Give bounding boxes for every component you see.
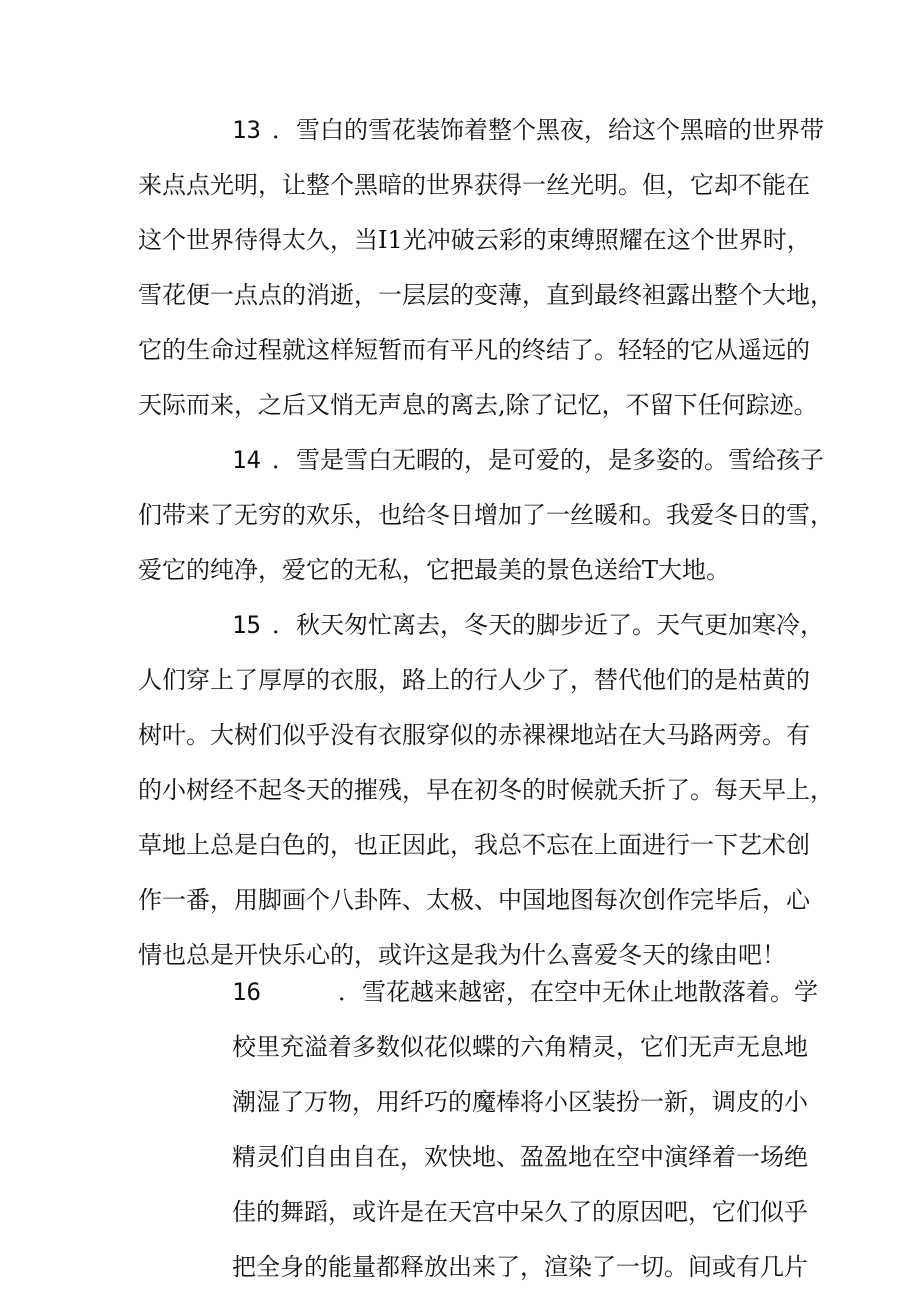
paragraph-16-line-1 bbox=[232, 977, 818, 1007]
paragraph-16-text: ．雪花越来越密，在空中无休止地散落着。学 bbox=[338, 978, 818, 1006]
paragraph-13-line-4: 雪花便一点点的消逝，一层层的变薄，直到最终袒露出整个大地， bbox=[138, 281, 834, 309]
paragraph-13-line-2: 来点点光明，让整个黑暗的世界获得一丝光明。但，它却不能在 bbox=[138, 171, 810, 199]
paragraph-13-line-6: 天际而来，之后又悄无声息的离去,除了记忆，不留下任何踪迹。 bbox=[138, 391, 818, 419]
paragraph-14-line-2: 们带来了无穷的欢乐，也给冬日增加了一丝暖和。我爱冬日的雪， bbox=[138, 501, 834, 529]
paragraph-13-number: 13 bbox=[232, 116, 261, 144]
paragraph-15-line-1 bbox=[232, 610, 824, 640]
paragraph-15-line-3: 树叶。大树们似乎没有衣服穿似的赤裸裸地站在大马路两旁。有 bbox=[138, 721, 810, 749]
paragraph-16-line-2: 校里充溢着多数似花似蝶的六角精灵，它们无声无息地 bbox=[232, 1033, 808, 1061]
paragraph-15-text: ．秋天匆忙离去，冬天的脚步近了。天气更加寒冷， bbox=[272, 611, 824, 639]
paragraph-13-line-3: 这个世界待得太久，当I1光冲破云彩的束缚照耀在这个世界时， bbox=[138, 226, 811, 254]
paragraph-14-line-1 bbox=[232, 445, 824, 475]
paragraph-16-number: 16 bbox=[232, 978, 261, 1006]
paragraph-16-line-5: 佳的舞蹈，或许是在天宫中呆久了的原因吧，它们似乎 bbox=[232, 1198, 808, 1226]
paragraph-15-line-4: 的小树经不起冬天的摧残，早在初冬的时候就夭折了。每天早上， bbox=[138, 776, 834, 804]
paragraph-15-line-2: 人们穿上了厚厚的衣服，路上的行人少了，替代他们的是枯黄的 bbox=[138, 666, 810, 694]
paragraph-14-text: ．雪是雪白无暇的，是可爱的，是多姿的。雪给孩子 bbox=[272, 446, 824, 474]
paragraph-16-line-6: 把全身的能量都释放出来了，渲染了一切。间或有几片 bbox=[232, 1253, 808, 1281]
paragraph-15-number: 15 bbox=[232, 611, 261, 639]
paragraph-16-line-3: 潮湿了万物，用纤巧的魔棒将小区装扮一新，调皮的小 bbox=[232, 1088, 808, 1116]
paragraph-16-line-4: 精灵们自由自在，欢快地、盈盈地在空中演绎着一场绝 bbox=[232, 1143, 808, 1171]
paragraph-14-line-3: 爱它的纯净，爱它的无私，它把最美的景色送给T大地。 bbox=[138, 556, 731, 584]
paragraph-15-line-5: 草地上总是白色的，也正因此，我总不忘在上面进行一下艺术创 bbox=[138, 831, 810, 859]
paragraph-13-line-1 bbox=[232, 115, 824, 145]
paragraph-15-line-7: 情也总是开快乐心的，或许这是我为什么喜爱冬天的缘由吧！ bbox=[138, 941, 786, 969]
paragraph-15-line-6: 作一番，用脚画个八卦阵、太极、中国地图每次创作完毕后，心 bbox=[138, 886, 810, 914]
paragraph-13-line-5: 它的生命过程就这样短暂而有平凡的终结了。轻轻的它从遥远的 bbox=[138, 336, 810, 364]
paragraph-13-text: ．雪白的雪花装饰着整个黑夜，给这个黑暗的世界带 bbox=[272, 116, 824, 144]
paragraph-14-number: 14 bbox=[232, 446, 261, 474]
